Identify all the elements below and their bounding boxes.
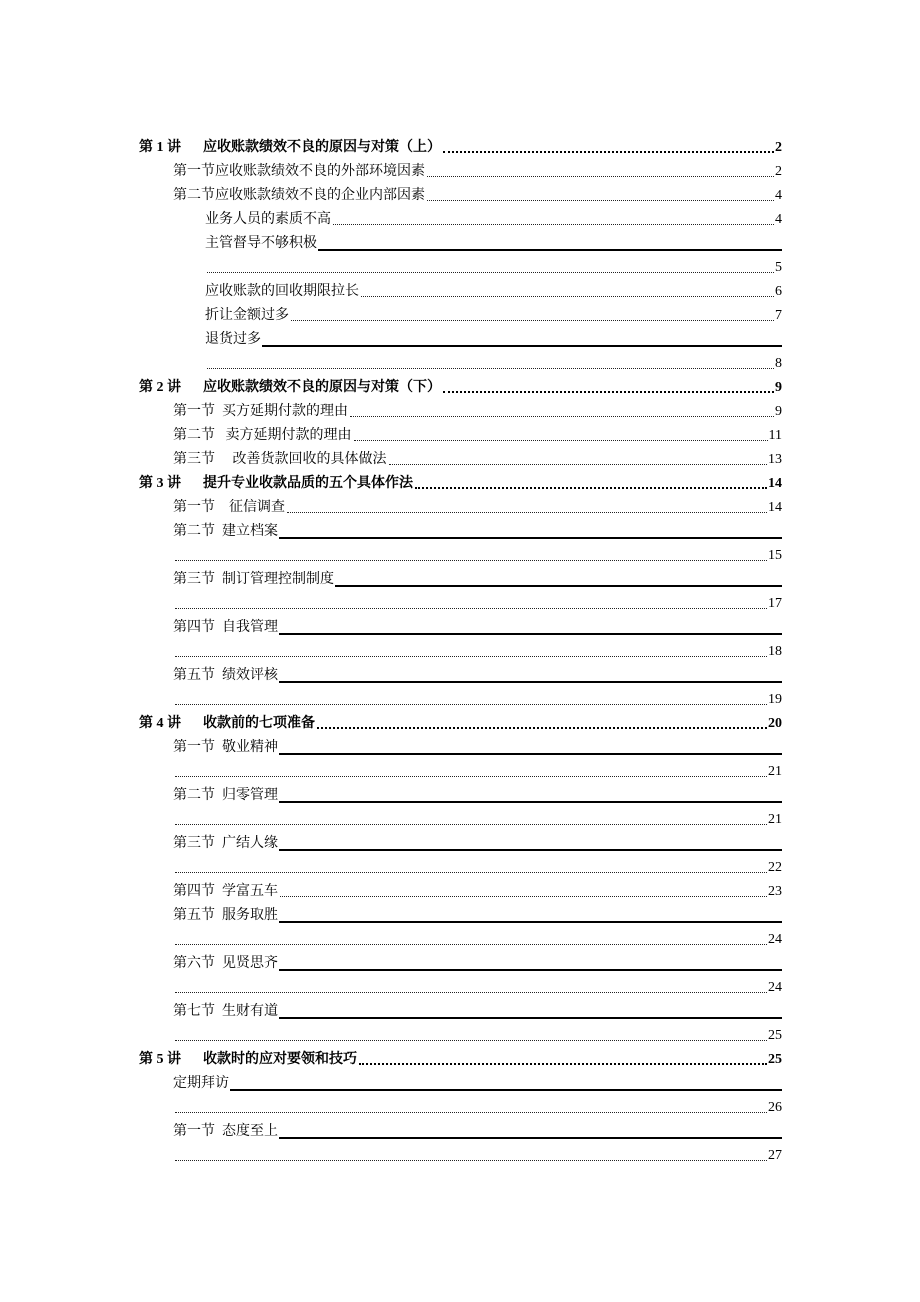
toc-section-entry[interactable] bbox=[0, 184, 782, 208]
entry-title: 第一节 征信调查 bbox=[173, 500, 285, 515]
toc-entry-continuation[interactable] bbox=[0, 352, 782, 376]
dot-leader bbox=[175, 656, 767, 657]
page-number: 21 bbox=[768, 812, 782, 827]
leader-rule bbox=[279, 969, 782, 971]
page-number: 9 bbox=[775, 404, 782, 419]
dot-leader bbox=[175, 1160, 767, 1161]
entry-title: 第七节 生财有道 bbox=[173, 1004, 278, 1019]
page-number: 27 bbox=[768, 1148, 782, 1163]
entry-title: 第一节 买方延期付款的理由 bbox=[173, 404, 348, 419]
toc-section-entry[interactable] bbox=[0, 568, 782, 592]
toc-entry-continuation[interactable] bbox=[0, 856, 782, 880]
page-number: 13 bbox=[768, 452, 782, 467]
toc-section-entry[interactable] bbox=[0, 1072, 782, 1096]
page-number: 5 bbox=[775, 260, 782, 275]
dot-leader bbox=[291, 320, 774, 321]
dot-leader bbox=[175, 992, 767, 993]
entry-title: 第五节 服务取胜 bbox=[173, 908, 278, 923]
leader-rule bbox=[230, 1089, 782, 1091]
toc-section-entry[interactable] bbox=[0, 400, 782, 424]
leader-rule bbox=[279, 849, 782, 851]
toc-section-entry[interactable] bbox=[0, 304, 782, 328]
dot-leader bbox=[427, 200, 774, 201]
toc-chapter-entry[interactable] bbox=[0, 472, 782, 496]
chapter-label: 第 5 讲 bbox=[139, 1052, 181, 1067]
page-number: 14 bbox=[768, 476, 782, 491]
dot-leader bbox=[175, 608, 767, 609]
dot-leader bbox=[443, 391, 774, 393]
toc-entry-continuation[interactable] bbox=[0, 640, 782, 664]
entry-title: 第二节 建立档案 bbox=[173, 524, 278, 539]
chapter-label: 第 1 讲 bbox=[139, 140, 181, 155]
toc-entry-continuation[interactable] bbox=[0, 1144, 782, 1168]
dot-leader bbox=[175, 776, 767, 777]
page-number: 11 bbox=[768, 428, 782, 443]
entry-title: 应收账款绩效不良的原因与对策（下） bbox=[203, 380, 441, 395]
page-number: 26 bbox=[768, 1100, 782, 1115]
dot-leader bbox=[175, 944, 767, 945]
entry-title: 第一节 态度至上 bbox=[173, 1124, 278, 1139]
entry-title: 第一节 敬业精神 bbox=[173, 740, 278, 755]
toc-entry-continuation[interactable] bbox=[0, 976, 782, 1000]
toc-section-entry[interactable] bbox=[0, 160, 782, 184]
leader-rule bbox=[335, 585, 782, 587]
toc-chapter-entry[interactable] bbox=[0, 136, 782, 160]
toc-chapter-entry[interactable] bbox=[0, 376, 782, 400]
toc-section-entry[interactable] bbox=[0, 448, 782, 472]
entry-title: 主管督导不够积极 bbox=[205, 236, 317, 251]
entry-title: 折让金额过多 bbox=[205, 308, 289, 323]
toc-section-entry[interactable] bbox=[0, 1120, 782, 1144]
page-number: 18 bbox=[768, 644, 782, 659]
chapter-label: 第 3 讲 bbox=[139, 476, 181, 491]
dot-leader bbox=[175, 872, 767, 873]
page-number: 2 bbox=[775, 164, 782, 179]
page-number: 2 bbox=[775, 140, 782, 155]
dot-leader bbox=[175, 1112, 767, 1113]
entry-title: 第三节 制订管理控制制度 bbox=[173, 572, 334, 587]
page-number: 4 bbox=[775, 188, 782, 203]
page-number: 6 bbox=[775, 284, 782, 299]
entry-title: 第三节 广结人缘 bbox=[173, 836, 278, 851]
dot-leader bbox=[175, 704, 767, 705]
toc-entry-continuation[interactable] bbox=[0, 928, 782, 952]
entry-title: 第五节 绩效评核 bbox=[173, 668, 278, 683]
leader-rule bbox=[279, 1017, 782, 1019]
dot-leader bbox=[280, 896, 767, 897]
entry-title: 应收账款绩效不良的原因与对策（上） bbox=[203, 140, 441, 155]
leader-rule bbox=[279, 801, 782, 803]
toc-chapter-entry[interactable] bbox=[0, 712, 782, 736]
entry-title: 退货过多 bbox=[205, 332, 261, 347]
leader-rule bbox=[279, 1137, 782, 1139]
toc-entry-continuation[interactable] bbox=[0, 544, 782, 568]
page-number: 8 bbox=[775, 356, 782, 371]
toc-section-entry[interactable] bbox=[0, 520, 782, 544]
toc-section-entry[interactable] bbox=[0, 880, 782, 904]
toc-section-entry[interactable] bbox=[0, 328, 782, 352]
toc-section-entry[interactable] bbox=[0, 736, 782, 760]
toc-section-entry[interactable] bbox=[0, 832, 782, 856]
toc-entry-continuation[interactable] bbox=[0, 808, 782, 832]
toc-section-entry[interactable] bbox=[0, 784, 782, 808]
toc-section-entry[interactable] bbox=[0, 1000, 782, 1024]
page-number: 25 bbox=[768, 1052, 782, 1067]
entry-title: 第二节应收账款绩效不良的企业内部因素 bbox=[173, 188, 425, 203]
entry-title: 第一节应收账款绩效不良的外部环境因素 bbox=[173, 164, 425, 179]
page-number: 22 bbox=[768, 860, 782, 875]
leader-rule bbox=[318, 249, 782, 251]
toc-entry-continuation[interactable] bbox=[0, 592, 782, 616]
dot-leader bbox=[389, 464, 768, 465]
toc-section-entry[interactable] bbox=[0, 904, 782, 928]
toc-entry-continuation[interactable] bbox=[0, 760, 782, 784]
page-number: 25 bbox=[768, 1028, 782, 1043]
toc-section-entry[interactable] bbox=[0, 424, 782, 448]
toc-section-entry[interactable] bbox=[0, 952, 782, 976]
page-number: 14 bbox=[768, 500, 782, 515]
entry-title: 第四节 学富五车 bbox=[173, 884, 278, 899]
entry-title: 第二节 卖方延期付款的理由 bbox=[173, 428, 352, 443]
entry-title: 收款前的七项准备 bbox=[203, 716, 315, 731]
toc-section-entry[interactable] bbox=[0, 280, 782, 304]
dot-leader bbox=[207, 272, 774, 273]
page-number: 9 bbox=[775, 380, 782, 395]
entry-title: 提升专业收款品质的五个具体作法 bbox=[203, 476, 413, 491]
page-number: 23 bbox=[768, 884, 782, 899]
dot-leader bbox=[175, 824, 767, 825]
toc-entry-continuation[interactable] bbox=[0, 688, 782, 712]
toc-section-entry[interactable] bbox=[0, 496, 782, 520]
leader-rule bbox=[279, 537, 782, 539]
leader-rule bbox=[279, 753, 782, 755]
dot-leader bbox=[175, 1040, 767, 1041]
page-number: 24 bbox=[768, 980, 782, 995]
dot-leader bbox=[207, 368, 774, 369]
toc-entry-continuation[interactable] bbox=[0, 1096, 782, 1120]
dot-leader bbox=[427, 176, 774, 177]
page-number: 20 bbox=[768, 716, 782, 731]
leader-rule bbox=[279, 681, 782, 683]
entry-title: 第四节 自我管理 bbox=[173, 620, 278, 635]
chapter-label: 第 4 讲 bbox=[139, 716, 181, 731]
entry-title: 业务人员的素质不高 bbox=[205, 212, 331, 227]
entry-title: 应收账款的回收期限拉长 bbox=[205, 284, 359, 299]
dot-leader bbox=[287, 512, 767, 513]
dot-leader bbox=[361, 296, 774, 297]
dot-leader bbox=[317, 727, 767, 729]
entry-title: 定期拜访 bbox=[173, 1076, 229, 1091]
chapter-label: 第 2 讲 bbox=[139, 380, 181, 395]
leader-rule bbox=[262, 345, 782, 347]
page-number: 19 bbox=[768, 692, 782, 707]
page-number: 15 bbox=[768, 548, 782, 563]
dot-leader bbox=[350, 416, 774, 417]
entry-title: 第六节 见贤思齐 bbox=[173, 956, 278, 971]
page-number: 17 bbox=[768, 596, 782, 611]
dot-leader bbox=[175, 560, 767, 561]
dot-leader bbox=[354, 440, 768, 441]
toc-entry-continuation[interactable] bbox=[0, 256, 782, 280]
toc-section-entry[interactable] bbox=[0, 208, 782, 232]
page-number: 21 bbox=[768, 764, 782, 779]
dot-leader bbox=[333, 224, 774, 225]
page-number: 7 bbox=[775, 308, 782, 323]
dot-leader bbox=[359, 1063, 767, 1065]
toc-entry-continuation[interactable] bbox=[0, 1024, 782, 1048]
page-number: 4 bbox=[775, 212, 782, 227]
page-number: 24 bbox=[768, 932, 782, 947]
entry-title: 收款时的应对要领和技巧 bbox=[203, 1052, 357, 1067]
toc-section-entry[interactable] bbox=[0, 232, 782, 256]
table-of-contents bbox=[0, 136, 920, 1168]
leader-rule bbox=[279, 921, 782, 923]
entry-title: 第三节 改善货款回收的具体做法 bbox=[173, 452, 387, 467]
toc-chapter-entry[interactable] bbox=[0, 1048, 782, 1072]
dot-leader bbox=[415, 487, 767, 489]
dot-leader bbox=[443, 151, 774, 153]
toc-section-entry[interactable] bbox=[0, 664, 782, 688]
entry-title: 第二节 归零管理 bbox=[173, 788, 278, 803]
toc-section-entry[interactable] bbox=[0, 616, 782, 640]
leader-rule bbox=[279, 633, 782, 635]
